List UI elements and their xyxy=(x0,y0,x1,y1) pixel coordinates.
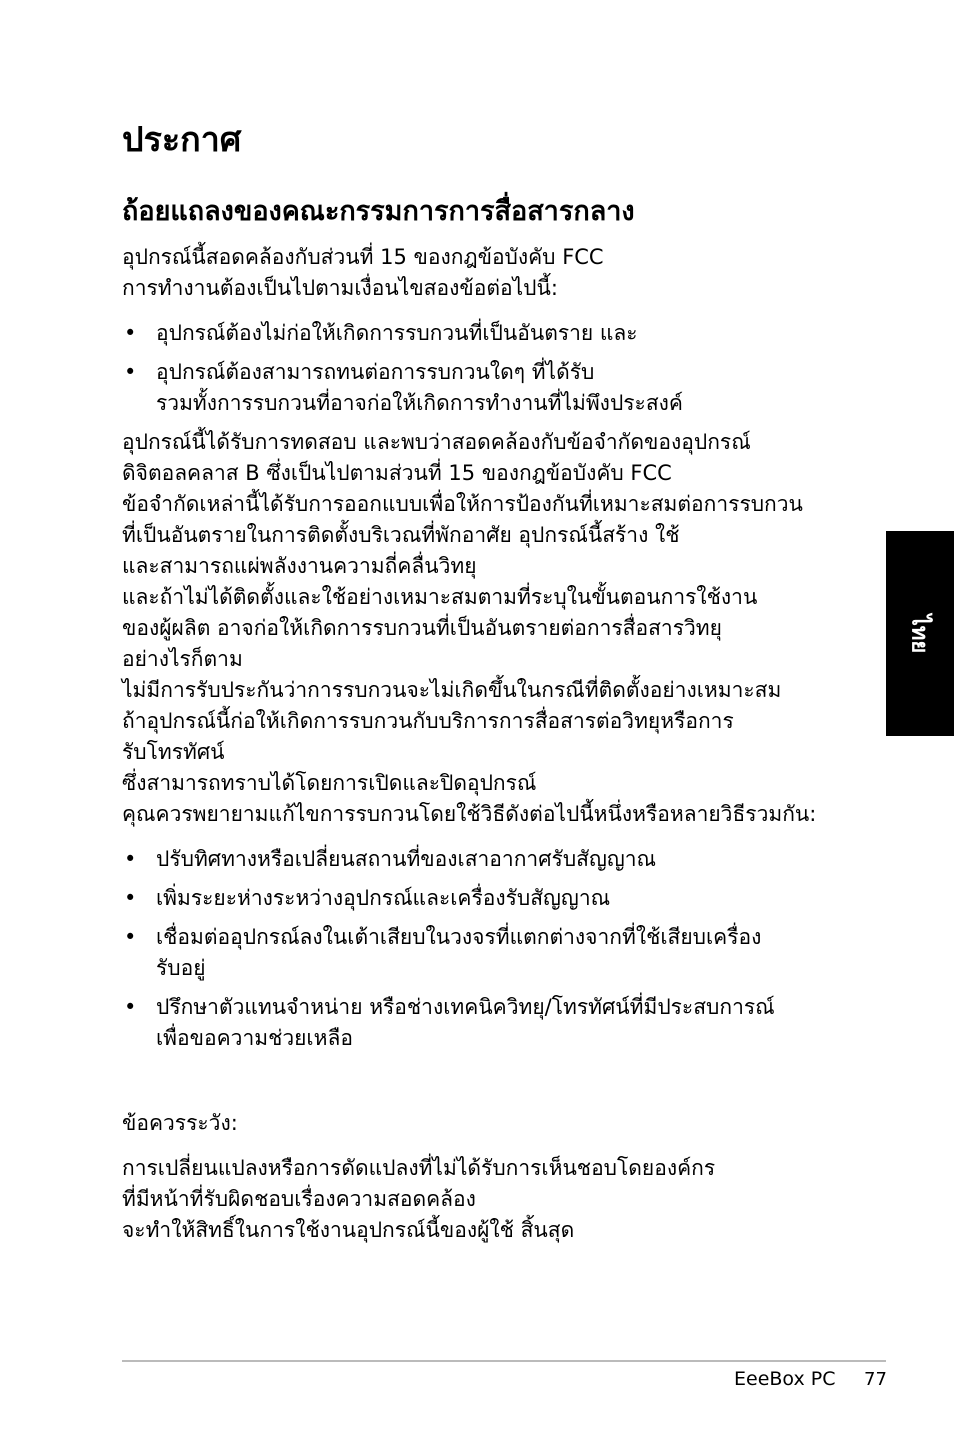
text-line: อุปกรณ์นี้สอดคล้องกับส่วนที่ 15 ของกฎข้อบังคับ FCC xyxy=(122,245,604,269)
footer-divider xyxy=(122,1360,886,1362)
text-line: ที่เป็นอันตรายในการติดตั้งบริเวณที่พักอาศัย อุปกรณ์นี้สร้าง ใช้ xyxy=(122,523,680,547)
content-body xyxy=(122,242,842,1246)
text-line: ซึ่งสามารถทราบได้โดยการเปิดและปิดอุปกรณ์ xyxy=(122,771,537,795)
text-line: คุณควรพยายามแก้ไขการรบกวนโดยใช้วิธีดังต่อไปนี้หนึ่งหรือหลายวิธีรวมกัน: xyxy=(122,802,817,826)
footer-product-name: EeeBox PC xyxy=(734,1368,836,1390)
conditions-list xyxy=(122,318,842,419)
text-line: การเปลี่ยนแปลงหรือการดัดแปลงที่ไม่ได้รับการเห็นชอบโดยองค์กร xyxy=(122,1156,716,1180)
language-side-tab xyxy=(886,531,954,736)
language-tab-label: ไทย xyxy=(906,614,932,653)
text-line: ไม่มีการรับประกันว่าการรบกวนจะไม่เกิดขึ้นในกรณีที่ติดตั้งอย่างเหมาะสม xyxy=(122,678,782,702)
text-line: อุปกรณ์นี้ได้รับการทดสอบ และพบว่าสอดคล้องกับข้อจำกัดของอุปกรณ์ xyxy=(122,430,751,454)
section-heading: ถ้อยแถลงของคณะกรรมการการสื่อสารกลาง xyxy=(122,196,635,227)
list-item xyxy=(122,922,842,984)
list-item xyxy=(122,357,842,419)
text-line: ที่มีหน้าที่รับผิดชอบเรื่องความสอดคล้อง xyxy=(122,1187,476,1211)
intro-paragraph xyxy=(122,242,842,304)
text-line: ข้อจำกัดเหล่านี้ได้รับการออกแบบเพื่อให้การป้องกันที่เหมาะสมต่อการรบกวน xyxy=(122,492,803,516)
list-item xyxy=(122,844,842,875)
list-item-text: เชื่อมต่ออุปกรณ์ลงในเต้าเสียบในวงจรที่แตกต่างจากที่ใช้เสียบเครื่อง xyxy=(156,925,762,949)
list-item-text: เพื่อขอความช่วยเหลือ xyxy=(156,1026,353,1050)
text-line: และถ้าไม่ได้ติดตั้งและใช้อย่างเหมาะสมตามที่ระบุในขั้นตอนการใช้งาน xyxy=(122,585,758,609)
list-item-text: รวมทั้งการรบกวนที่อาจก่อให้เกิดการทำงานที่ไม่พึงประสงค์ xyxy=(156,391,683,415)
list-item xyxy=(122,883,842,914)
text-line: จะทำให้สิทธิ์ในการใช้งานอุปกรณ์นี้ของผู้ใช้ สิ้นสุด xyxy=(122,1218,575,1242)
list-item-text: อุปกรณ์ต้องสามารถทนต่อการรบกวนใดๆ ที่ได้รับ xyxy=(156,360,595,384)
text-line: ถ้าอุปกรณ์นี้ก่อให้เกิดการรบกวนกับบริการการสื่อสารต่อวิทยุหรือการ xyxy=(122,709,734,733)
text-line: ของผู้ผลิต อาจก่อให้เกิดการรบกวนที่เป็นอันตรายต่อการสื่อสารวิทยุ xyxy=(122,616,722,640)
caution-paragraph xyxy=(122,1153,842,1246)
page-title: ประกาศ xyxy=(122,120,242,160)
list-item xyxy=(122,318,842,349)
page-number: 77 xyxy=(864,1369,887,1390)
list-item xyxy=(122,992,842,1054)
compliance-paragraph xyxy=(122,427,842,830)
list-item-text: รับอยู่ xyxy=(156,956,206,980)
text-line: อย่างไรก็ตาม xyxy=(122,647,243,671)
text-line: และสามารถแผ่พลังงานความถี่คลื่นวิทยุ xyxy=(122,554,477,578)
list-item-text: ปรับทิศทางหรือเปลี่ยนสถานที่ของเสาอากาศรับสัญญาณ xyxy=(156,847,657,871)
caution-label: ข้อควรระวัง: xyxy=(122,1111,238,1135)
list-item-text: เพิ่มระยะห่างระหว่างอุปกรณ์และเครื่องรับสัญญาณ xyxy=(156,886,611,910)
remedies-list xyxy=(122,844,842,1054)
text-line: การทำงานต้องเป็นไปตามเงื่อนไขสองข้อต่อไปนี้: xyxy=(122,276,558,300)
text-line: รับโทรทัศน์ xyxy=(122,740,225,764)
text-line: ดิจิตอลคลาส B ซึ่งเป็นไปตามส่วนที่ 15 ของกฎข้อบังคับ FCC xyxy=(122,461,672,485)
list-item-text: อุปกรณ์ต้องไม่ก่อให้เกิดการรบกวนที่เป็นอันตราย และ xyxy=(156,321,638,345)
list-item-text: ปรึกษาตัวแทนจำหน่าย หรือช่างเทคนิควิทยุ/โทรทัศน์ที่มีประสบการณ์ xyxy=(156,995,775,1019)
